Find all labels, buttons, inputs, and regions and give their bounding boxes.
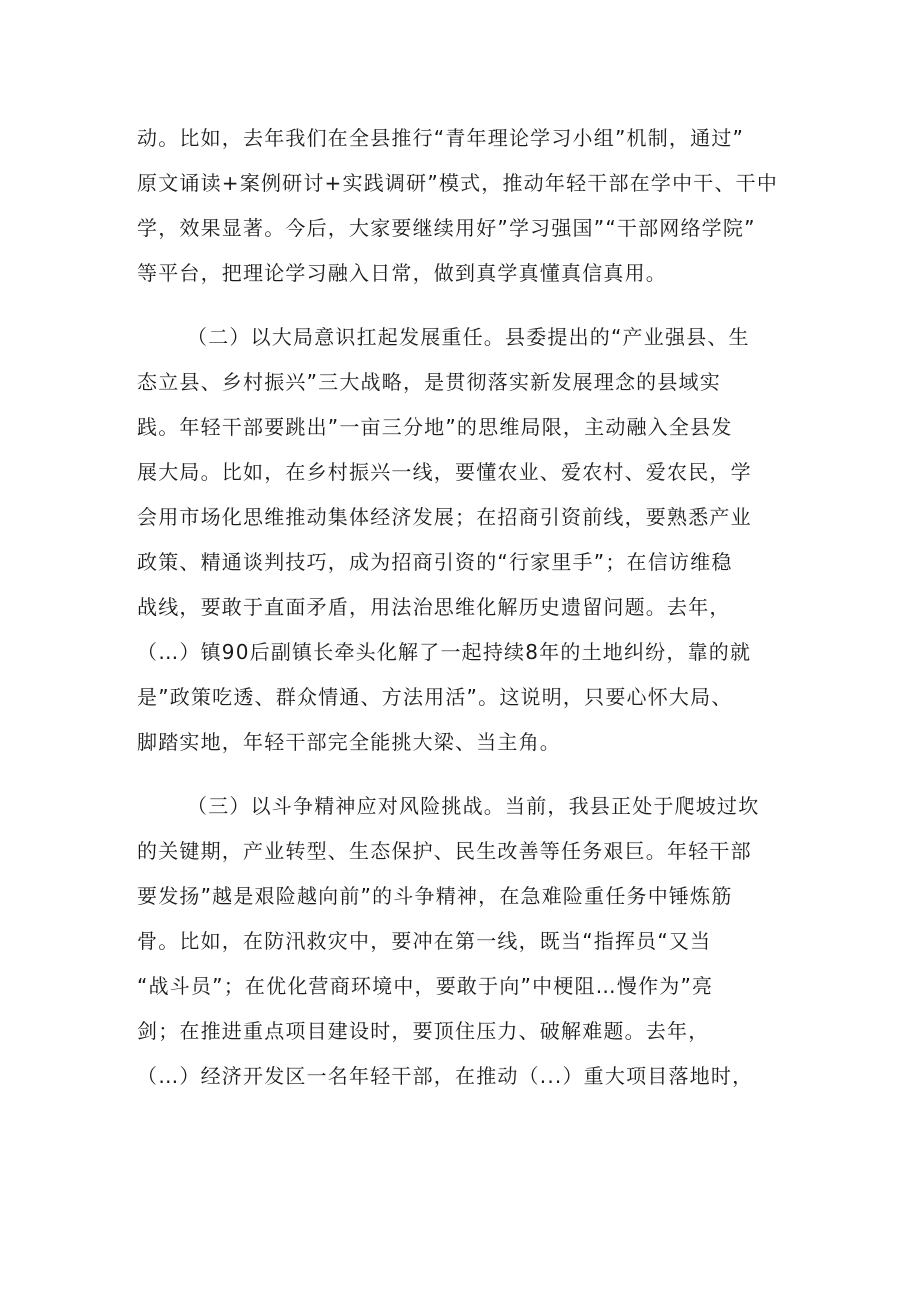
paragraph-2-line-7: 战线，要敢于直面矛盾，用法治思维化解历史遗留问题。去年， (137, 595, 731, 619)
section-2-heading-line: （二）以大局意识扛起发展重任。县委提出的“产业强县、生 (187, 325, 750, 349)
paragraph-3-line-2: 的关键期，产业转型、生态保护、民生改善等任务艰巨。年轻干部 (137, 839, 752, 863)
paragraph-3-line-4: 骨。比如，在防汛救灾中，要冲在第一线，既当“指挥员“又当 (137, 929, 712, 953)
paragraph-2-line-10: 脚踏实地，年轻干部完全能挑大梁、当主角。 (137, 730, 561, 754)
paragraph-2-line-9: 是”政策吃透、群众情通、方法用活”。这说明，只要心怀大局、 (137, 685, 733, 709)
paragraph-3-line-3: 要发扬”越是艰险越向前”的斗争精神，在急难险重任务中锤炼筋 (137, 884, 733, 908)
paragraph-2-line-8: （…）镇90后副镇长牵头化解了一起持续8年的土地纠纷，靠的就 (137, 640, 752, 664)
paragraph-2-line-4: 展大局。比如，在乡村振兴一线，要懂农业、爱农村、爱农民，学 (137, 460, 752, 484)
paragraph-3-line-6: 剑；在推进重点项目建设时，要顶住压力、破解难题。去年， (137, 1019, 710, 1043)
paragraph-1-line-4: 等平台，把理论学习融入日常，做到真学真懂真信真用。 (137, 261, 667, 285)
paragraph-3-line-7: （…）经济开发区一名年轻干部，在推动（...）重大项目落地时， (137, 1064, 754, 1088)
paragraph-1-line-3: 学，效果显著。今后，大家要继续用好”学习强国”“干部网络学院” (137, 216, 756, 240)
section-3-heading-line: （三）以斗争精神应对风险挑战。当前，我县正处于爬坡过坎 (187, 794, 760, 818)
paragraph-2-line-5: 会用市场化思维推动集体经济发展；在招商引资前线，要熟悉产业 (137, 505, 752, 529)
paragraph-1-line-2: 原文诵读+案例研讨+实践调研”模式，推动年轻干部在学中干、干中 (137, 171, 779, 195)
paragraph-2-line-6: 政策、精通谈判技巧，成为招商引资的“行家里手”；在信访维稳 (137, 550, 733, 574)
paragraph-2-line-3: 践。年轻干部要跳出”一亩三分地”的思维局限，主动融入全县发 (137, 415, 733, 439)
paragraph-2-line-2: 态立县、乡村振兴”三大战略，是贯彻落实新发展理念的县域实 (137, 370, 721, 394)
paragraph-1-line-1: 动。比如，去年我们在全县推行“青年理论学习小组”机制，通过” (137, 126, 745, 150)
paragraph-3-line-5: “战斗员”；在优化营商环境中，要敢于向”中梗阻…慢作为”亮 (137, 974, 714, 998)
